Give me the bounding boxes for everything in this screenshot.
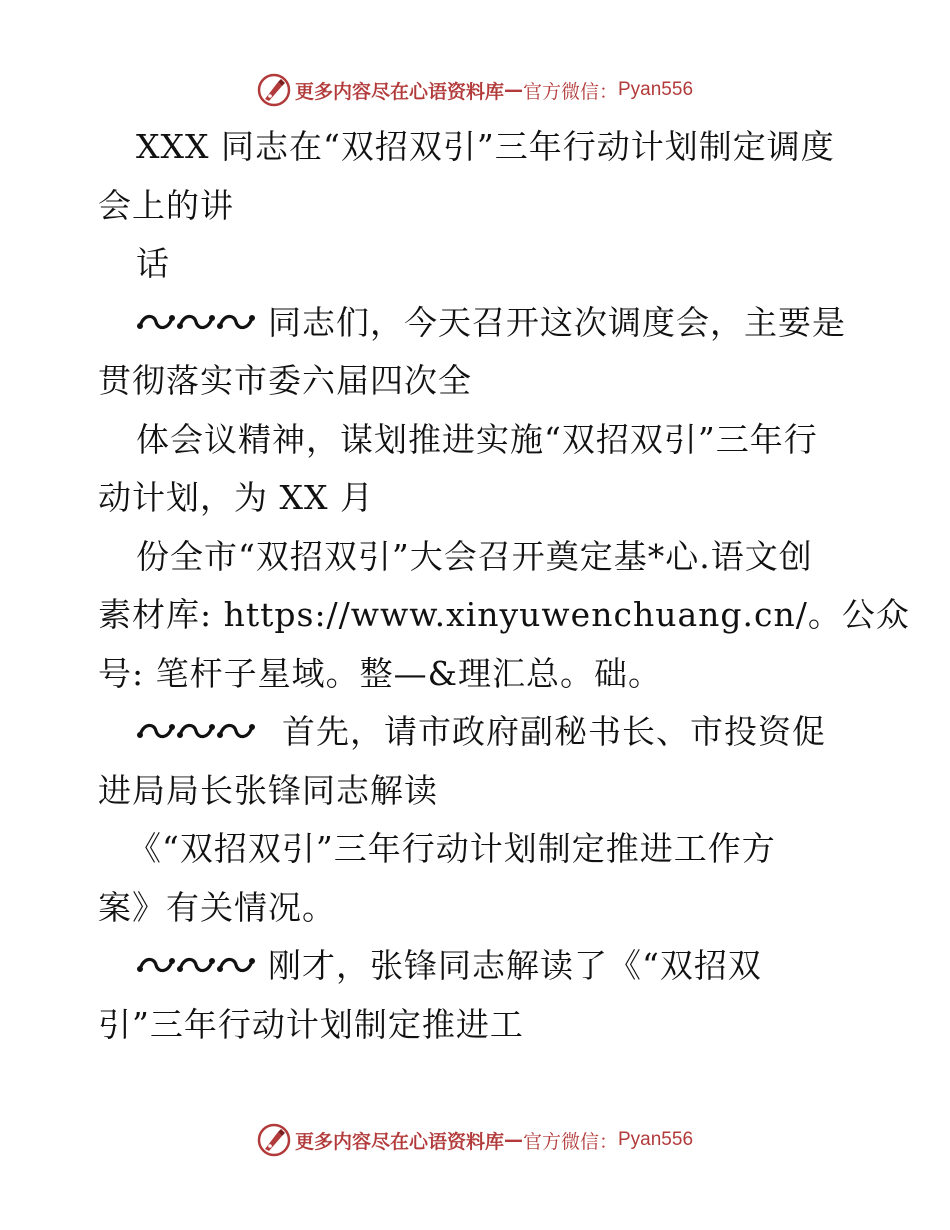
page-header-watermark: [0, 70, 950, 110]
paragraph-1-line-4: 动计划，为 XX 月: [98, 478, 374, 517]
paragraph-3-line-1: [98, 937, 858, 996]
header-wechat-id: Pyan556: [618, 79, 694, 100]
paragraph-1-line-3: 体会议精神，谋划推进实施“双招双引”三年行: [136, 419, 818, 459]
scroll-ornament-icon: [136, 310, 258, 334]
paragraph-2-line-2: 进局局长张锋同志解读: [98, 770, 438, 810]
paragraph-2-text: 首先，请市政府副秘书长、市投资促: [282, 712, 826, 751]
footer-wechat-id: Pyan556: [618, 1129, 694, 1150]
paragraph-3-text: 刚才，张锋同志解读了《“双招双: [268, 946, 762, 985]
header-wechat-label: 官方微信：: [522, 80, 618, 103]
title-line-2: 会上的讲: [98, 185, 234, 225]
paragraph-1-line-5: 份全市“双招双引”大会召开奠定基*心.语文创: [136, 536, 813, 576]
page-footer-watermark: [0, 1120, 950, 1160]
paragraph-2-line-3: 《“双招双引”三年行动计划制定推进工作方: [128, 829, 776, 868]
document-body: [98, 118, 910, 1054]
title-line-1: XXX 同志在“双招双引”三年行动计划制定调度: [136, 127, 835, 166]
scroll-ornament-icon: [136, 719, 258, 743]
paragraph-2-line-4: 案》有关情况。: [98, 887, 336, 927]
paragraph-3-line-2: 引”三年行动计划制定推进工: [98, 1004, 524, 1044]
scroll-ornament-icon: [136, 953, 258, 977]
header-separator: —: [503, 79, 523, 101]
footer-separator: —: [503, 1129, 523, 1151]
footer-brand-text: 更多内容尽在心语资料库: [294, 1130, 504, 1153]
title-line-3: 话: [136, 244, 170, 283]
footer-wechat-label: 官方微信：: [522, 1130, 618, 1153]
paragraph-1-line-2: 贯彻落实市委六届四次全: [98, 361, 472, 400]
paragraph-1-text: 同志们，今天召开这次调度会，主要是: [268, 302, 846, 342]
pen-nib-logo-icon: [257, 73, 291, 107]
paragraph-1-line-1: [98, 294, 858, 353]
pen-nib-logo-icon: [257, 1123, 291, 1157]
paragraph-1-line-6: 素材库: https://www.xinyuwenchuang.cn/。公众: [98, 595, 910, 634]
header-brand-text: 更多内容尽在心语资料库: [294, 80, 504, 103]
paragraph-1-line-7: 号: 笔杆子星域。整—&理汇总。础。: [98, 653, 662, 693]
paragraph-2-line-1: [98, 703, 858, 762]
